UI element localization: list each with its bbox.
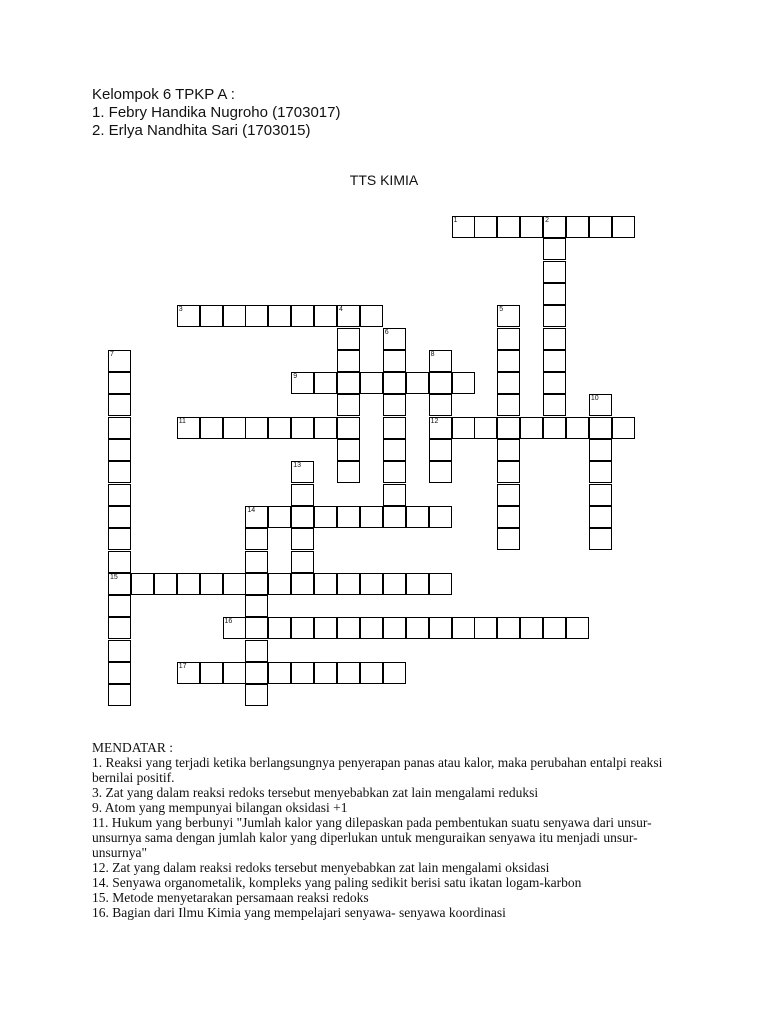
crossword-cell[interactable] xyxy=(291,372,314,394)
crossword-cell[interactable] xyxy=(383,394,406,416)
crossword-cell[interactable] xyxy=(429,394,452,416)
crossword-cell[interactable] xyxy=(497,528,520,550)
crossword-cell[interactable] xyxy=(566,216,589,238)
crossword-cell[interactable] xyxy=(200,573,223,595)
crossword-cell[interactable] xyxy=(589,394,612,416)
crossword-cell[interactable] xyxy=(268,617,291,639)
crossword-cell[interactable] xyxy=(612,216,635,238)
crossword-cell[interactable] xyxy=(108,484,131,506)
crossword-cell[interactable] xyxy=(131,573,154,595)
clue-number: 6 xyxy=(384,328,389,336)
crossword-cell[interactable] xyxy=(383,350,406,372)
crossword-cell[interactable] xyxy=(406,372,429,394)
clue-number: 7 xyxy=(110,350,114,358)
crossword-cell[interactable] xyxy=(291,506,314,528)
crossword-cell[interactable] xyxy=(429,461,452,483)
crossword-cell[interactable] xyxy=(429,417,452,439)
crossword-cell[interactable] xyxy=(474,417,497,439)
crossword-cell[interactable] xyxy=(543,283,566,305)
crossword-cell[interactable] xyxy=(268,662,291,684)
crossword-cell[interactable] xyxy=(452,372,475,394)
crossword-cell[interactable] xyxy=(383,662,406,684)
crossword-cell[interactable] xyxy=(383,372,406,394)
clue-number: 1 xyxy=(453,217,458,224)
crossword-cell[interactable] xyxy=(245,551,268,573)
crossword-cell[interactable] xyxy=(543,238,566,260)
crossword-cell[interactable] xyxy=(268,573,291,595)
crossword-cell[interactable] xyxy=(337,305,360,327)
crossword-cell[interactable] xyxy=(108,461,131,483)
crossword-cell[interactable] xyxy=(337,350,360,372)
crossword-cell[interactable] xyxy=(108,506,131,528)
clue-number: 11 xyxy=(178,417,186,425)
crossword-cell[interactable] xyxy=(497,484,520,506)
crossword-cell[interactable] xyxy=(245,506,268,528)
clue-number: 4 xyxy=(339,306,343,314)
crossword-cell[interactable] xyxy=(108,662,131,684)
crossword-cell[interactable] xyxy=(383,617,406,639)
crossword-cell[interactable] xyxy=(337,417,360,439)
crossword-cell[interactable] xyxy=(497,506,520,528)
crossword-cell[interactable] xyxy=(245,305,268,327)
clue-number: 9 xyxy=(293,373,298,381)
clue-1: 1. Reaksi yang terjadi ketika berlangsungnya penyerapan panas atau kalor, maka perubahan entalpi reaksi bernilai positif. xyxy=(92,755,663,785)
crossword-cell[interactable] xyxy=(245,573,268,595)
clue-16: 16. Bagian dari Ilmu Kimia yang mempelajari senyawa- senyawa koordinasi xyxy=(92,905,506,920)
crossword-cell[interactable] xyxy=(452,216,475,238)
crossword-cell[interactable] xyxy=(108,573,131,595)
crossword-cell[interactable] xyxy=(360,573,383,595)
crossword-cell[interactable] xyxy=(589,417,612,439)
crossword-cell[interactable] xyxy=(360,372,383,394)
clue-3: 3. Zat yang dalam reaksi redoks tersebut menyebabkan zat lain mengalami reduksi xyxy=(92,785,539,800)
crossword-cell[interactable] xyxy=(520,216,543,238)
crossword-cell[interactable] xyxy=(429,350,452,372)
clue-number: 12 xyxy=(430,417,439,425)
crossword-cell[interactable] xyxy=(108,350,131,372)
crossword-cell[interactable] xyxy=(497,394,520,416)
clue-number: 8 xyxy=(430,350,435,358)
crossword-cell[interactable] xyxy=(406,573,429,595)
crossword-cell[interactable] xyxy=(291,484,314,506)
member-2: 2. Erlya Nandhita Sari (1703015) xyxy=(92,122,311,139)
crossword-cell[interactable] xyxy=(589,484,612,506)
crossword-cell[interactable] xyxy=(429,506,452,528)
crossword-cell[interactable] xyxy=(108,684,131,706)
crossword-cell[interactable] xyxy=(108,595,131,617)
crossword-cell[interactable] xyxy=(268,305,291,327)
crossword-cell[interactable] xyxy=(589,528,612,550)
clue-number: 14 xyxy=(247,506,256,514)
crossword-cell[interactable] xyxy=(337,372,360,394)
crossword-cell[interactable] xyxy=(223,662,246,684)
crossword-cell[interactable] xyxy=(177,305,200,327)
clues-section xyxy=(92,740,682,920)
crossword-cell[interactable] xyxy=(589,461,612,483)
crossword-cell[interactable] xyxy=(268,417,291,439)
crossword-cell[interactable] xyxy=(383,484,406,506)
crossword-cell[interactable] xyxy=(543,216,566,238)
crossword-cell[interactable] xyxy=(543,372,566,394)
crossword-cell[interactable] xyxy=(245,417,268,439)
crossword-cell[interactable] xyxy=(474,617,497,639)
crossword-cell[interactable] xyxy=(520,617,543,639)
crossword-cell[interactable] xyxy=(543,350,566,372)
crossword-cell[interactable] xyxy=(291,461,314,483)
crossword-cell[interactable] xyxy=(291,551,314,573)
crossword-cell[interactable] xyxy=(245,617,268,639)
crossword-cell[interactable] xyxy=(612,417,635,439)
clue-number: 2 xyxy=(545,217,549,224)
clues-heading: MENDATAR : xyxy=(92,740,174,755)
crossword-cell[interactable] xyxy=(291,528,314,550)
crossword-cell[interactable] xyxy=(360,617,383,639)
crossword-cell[interactable] xyxy=(360,662,383,684)
clue-number: 13 xyxy=(293,462,301,470)
crossword-cell[interactable] xyxy=(337,617,360,639)
crossword-cell[interactable] xyxy=(291,573,314,595)
crossword-cell[interactable] xyxy=(497,439,520,461)
member-1: 1. Febry Handika Nugroho (1703017) xyxy=(92,104,341,121)
crossword-cell[interactable] xyxy=(245,528,268,550)
crossword-cell[interactable] xyxy=(497,417,520,439)
crossword-cell[interactable] xyxy=(543,394,566,416)
group-label: Kelompok 6 TPKP A : xyxy=(92,86,235,103)
crossword-cell[interactable] xyxy=(543,305,566,327)
crossword-cell[interactable] xyxy=(200,417,223,439)
crossword-cell[interactable] xyxy=(200,305,223,327)
crossword-cell[interactable] xyxy=(497,372,520,394)
crossword-cell[interactable] xyxy=(177,573,200,595)
crossword-cell[interactable] xyxy=(108,617,131,639)
crossword-cell[interactable] xyxy=(497,617,520,639)
crossword-cell[interactable] xyxy=(429,573,452,595)
crossword-cell[interactable] xyxy=(337,662,360,684)
clue-11: 11. Hukum yang berbunyi "Jumlah kalor yang dilepaskan pada pembentukan suatu senyawa dari unsur-unsurnya sama dengan jumlah kalor yang diperlukan untuk menguraikan senyawa itu menjadi unsur-unsurnya" xyxy=(92,815,652,860)
crossword-cell[interactable] xyxy=(177,417,200,439)
crossword-cell[interactable] xyxy=(291,305,314,327)
clue-14: 14. Senyawa organometalik, kompleks yang paling sedikit berisi satu ikatan logam-karbon xyxy=(92,875,582,890)
crossword-cell[interactable] xyxy=(383,417,406,439)
crossword-cell[interactable] xyxy=(543,261,566,283)
clue-number: 10 xyxy=(590,395,599,403)
clue-number: 3 xyxy=(178,306,183,314)
clue-number: 15 xyxy=(110,573,118,581)
crossword-cell[interactable] xyxy=(245,684,268,706)
crossword-cell[interactable] xyxy=(452,417,475,439)
clue-number: 16 xyxy=(224,618,233,626)
crossword-cell[interactable] xyxy=(291,417,314,439)
crossword-cell[interactable] xyxy=(223,417,246,439)
crossword-cell[interactable] xyxy=(108,417,131,439)
crossword-cell[interactable] xyxy=(589,439,612,461)
clue-9: 9. Atom yang mempunyai bilangan oksidasi +1 xyxy=(92,800,348,815)
crossword-cell[interactable] xyxy=(314,506,337,528)
crossword-cell[interactable] xyxy=(360,506,383,528)
crossword-cell[interactable] xyxy=(566,417,589,439)
clue-12: 12. Zat yang dalam reaksi redoks tersebut menyebabkan zat lain mengalami oksidasi xyxy=(92,860,550,875)
crossword-cell[interactable] xyxy=(543,417,566,439)
crossword-cell[interactable] xyxy=(177,662,200,684)
crossword-cell[interactable] xyxy=(154,573,177,595)
crossword-cell[interactable] xyxy=(520,417,543,439)
crossword-cell[interactable] xyxy=(291,617,314,639)
crossword-cell[interactable] xyxy=(108,551,131,573)
crossword-cell[interactable] xyxy=(314,305,337,327)
crossword-cell[interactable] xyxy=(314,662,337,684)
crossword-cell[interactable] xyxy=(497,328,520,350)
crossword-cell[interactable] xyxy=(245,595,268,617)
crossword-cell[interactable] xyxy=(223,617,246,639)
crossword-cell[interactable] xyxy=(314,417,337,439)
clue-15: 15. Metode menyetarakan persamaan reaksi redoks xyxy=(92,890,369,905)
crossword-cell[interactable] xyxy=(314,617,337,639)
crossword-cell[interactable] xyxy=(337,461,360,483)
crossword-cell[interactable] xyxy=(497,305,520,327)
page-title: TTS KIMIA xyxy=(349,172,419,188)
crossword-cell[interactable] xyxy=(108,439,131,461)
clue-number: 5 xyxy=(499,306,504,314)
crossword-cell[interactable] xyxy=(566,617,589,639)
crossword-cell[interactable] xyxy=(223,305,246,327)
crossword-cell[interactable] xyxy=(268,506,291,528)
crossword-cell[interactable] xyxy=(429,617,452,639)
crossword-cell[interactable] xyxy=(406,617,429,639)
crossword-cell[interactable] xyxy=(383,506,406,528)
crossword-cell[interactable] xyxy=(314,372,337,394)
crossword-cell[interactable] xyxy=(223,573,246,595)
crossword-cell[interactable] xyxy=(108,528,131,550)
crossword-cell[interactable] xyxy=(200,662,223,684)
crossword-cell[interactable] xyxy=(589,506,612,528)
crossword-cell[interactable] xyxy=(108,394,131,416)
crossword-cell[interactable] xyxy=(337,573,360,595)
crossword-cell[interactable] xyxy=(108,640,131,662)
crossword-cell[interactable] xyxy=(245,662,268,684)
crossword-cell[interactable] xyxy=(337,439,360,461)
crossword-cell[interactable] xyxy=(543,328,566,350)
crossword-cell[interactable] xyxy=(360,305,383,327)
crossword-cell[interactable] xyxy=(337,394,360,416)
crossword-cell[interactable] xyxy=(383,573,406,595)
crossword-cell[interactable] xyxy=(429,439,452,461)
crossword-cell[interactable] xyxy=(474,216,497,238)
crossword-cell[interactable] xyxy=(383,439,406,461)
crossword-cell[interactable] xyxy=(497,461,520,483)
crossword-cell[interactable] xyxy=(429,372,452,394)
crossword-cell[interactable] xyxy=(543,617,566,639)
crossword-cell[interactable] xyxy=(245,640,268,662)
crossword-cell[interactable] xyxy=(383,461,406,483)
crossword-cell[interactable] xyxy=(497,350,520,372)
clue-number: 17 xyxy=(178,663,187,670)
crossword-cell[interactable] xyxy=(337,328,360,350)
crossword-cell[interactable] xyxy=(108,372,131,394)
crossword-cell[interactable] xyxy=(337,506,360,528)
crossword-cell[interactable] xyxy=(497,216,520,238)
crossword-cell[interactable] xyxy=(589,216,612,238)
crossword-cell[interactable] xyxy=(314,573,337,595)
crossword-cell[interactable] xyxy=(406,506,429,528)
crossword-cell[interactable] xyxy=(291,662,314,684)
crossword-cell[interactable] xyxy=(452,617,475,639)
crossword-cell[interactable] xyxy=(383,328,406,350)
